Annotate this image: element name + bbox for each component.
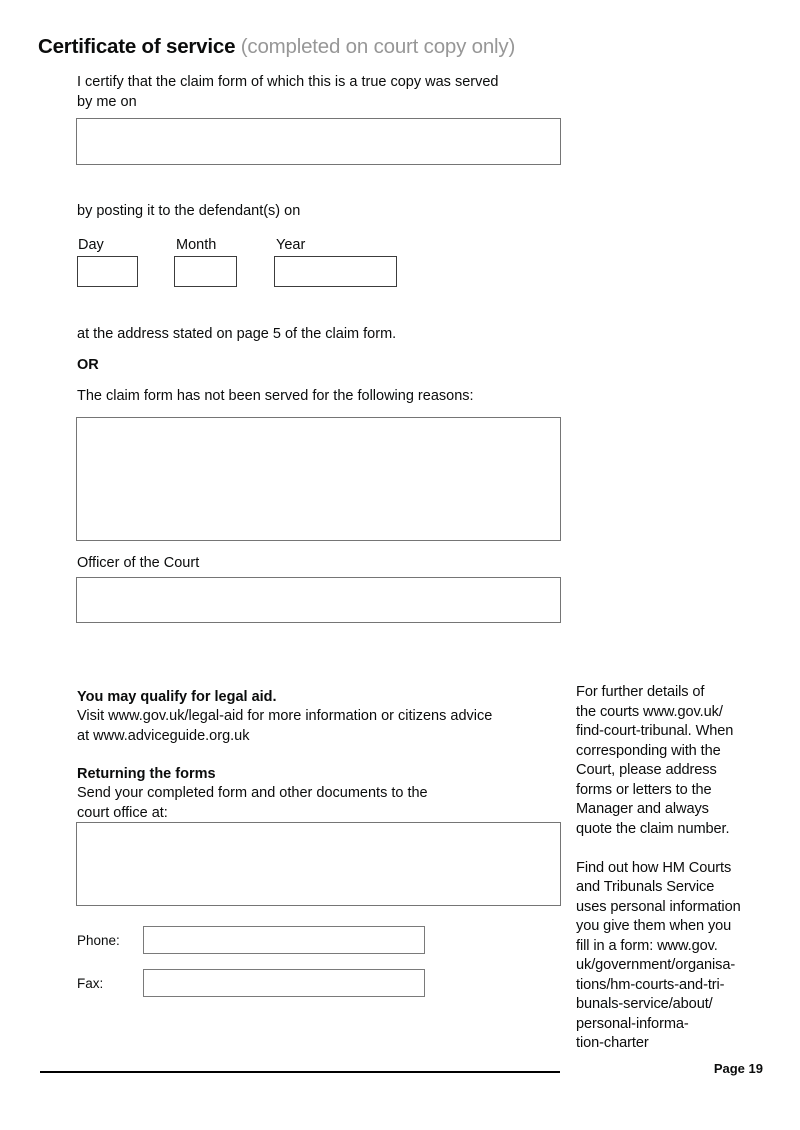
- day-input[interactable]: [77, 256, 138, 287]
- page-title-annotation: (completed on court copy only): [240, 35, 516, 58]
- served-date-box[interactable]: [76, 118, 561, 165]
- sidebar-note-courts: [576, 683, 772, 839]
- certify-statement-line: by me on: [77, 94, 137, 110]
- posting-label: by posting it to the defendant(s) on: [77, 203, 301, 219]
- certify-statement-line: I certify that the claim form of which this is a true copy was served: [77, 74, 499, 90]
- sidebar-note-personal-info: [576, 859, 772, 1054]
- not-served-label: The claim form has not been served for the following reasons:: [77, 388, 474, 404]
- month-input[interactable]: [174, 256, 237, 287]
- phone-label: Phone:: [77, 933, 120, 948]
- sidebar-note-line: uses personal information: [576, 898, 741, 915]
- sidebar-note-line: the courts www.gov.uk/: [576, 703, 723, 720]
- sidebar-note-line: forms or letters to the: [576, 781, 712, 798]
- sidebar-note-line: tions/hm-courts-and-tri-: [576, 976, 725, 993]
- or-label: OR: [77, 357, 99, 373]
- page-title-text: Certificate of service: [38, 35, 236, 58]
- page-title: [38, 35, 515, 59]
- returning-heading: Returning the forms: [77, 766, 216, 782]
- sidebar-notes: [576, 683, 772, 1054]
- sidebar-note-line: uk/government/organisa-: [576, 957, 736, 973]
- sidebar-note-line: and Tribunals Service: [576, 879, 715, 895]
- returning-line: Send your completed form and other documents to the: [77, 785, 428, 801]
- month-label: Month: [176, 237, 217, 253]
- day-label: Day: [78, 237, 104, 253]
- sidebar-note-line: Find out how HM Courts: [576, 859, 732, 876]
- address-note: at the address stated on page 5 of the claim form.: [77, 326, 397, 342]
- legal-aid-line: Visit www.gov.uk/legal-aid for more information or citizens advice: [77, 708, 493, 724]
- legal-aid-line: at www.adviceguide.org.uk: [77, 728, 250, 744]
- officer-input[interactable]: [76, 577, 561, 623]
- sidebar-note-line: bunals-service/about/: [576, 996, 713, 1012]
- sidebar-note-line: fill in a form: www.gov.: [576, 937, 718, 954]
- page-number: Page 19: [713, 1061, 763, 1076]
- sidebar-note-line: quote the claim number.: [576, 820, 730, 837]
- returning-line: court office at:: [77, 805, 168, 821]
- officer-label: Officer of the Court: [77, 555, 200, 571]
- fax-label: Fax:: [77, 976, 104, 991]
- legal-aid-text: [77, 706, 492, 746]
- returning-text: [77, 783, 428, 823]
- sidebar-note-line: tion-charter: [576, 1035, 649, 1051]
- sidebar-note-line: find-court-tribunal. When: [576, 723, 734, 739]
- legal-aid-heading: You may qualify for legal aid.: [77, 689, 277, 705]
- footer-rule: [40, 1071, 560, 1073]
- sidebar-note-line: you give them when you: [576, 918, 732, 934]
- sidebar-note-line: Manager and always: [576, 801, 709, 817]
- phone-input[interactable]: [143, 926, 425, 954]
- reasons-textarea[interactable]: [76, 417, 561, 541]
- certify-statement: [77, 72, 498, 112]
- year-label: Year: [276, 237, 306, 253]
- sidebar-note-line: corresponding with the: [576, 742, 721, 759]
- year-input[interactable]: [274, 256, 397, 287]
- fax-input[interactable]: [143, 969, 425, 997]
- court-office-address-textarea[interactable]: [76, 822, 561, 906]
- sidebar-note-line: For further details of: [576, 684, 705, 700]
- sidebar-note-line: Court, please address: [576, 762, 717, 778]
- sidebar-note-line: personal-informa-: [576, 1015, 689, 1032]
